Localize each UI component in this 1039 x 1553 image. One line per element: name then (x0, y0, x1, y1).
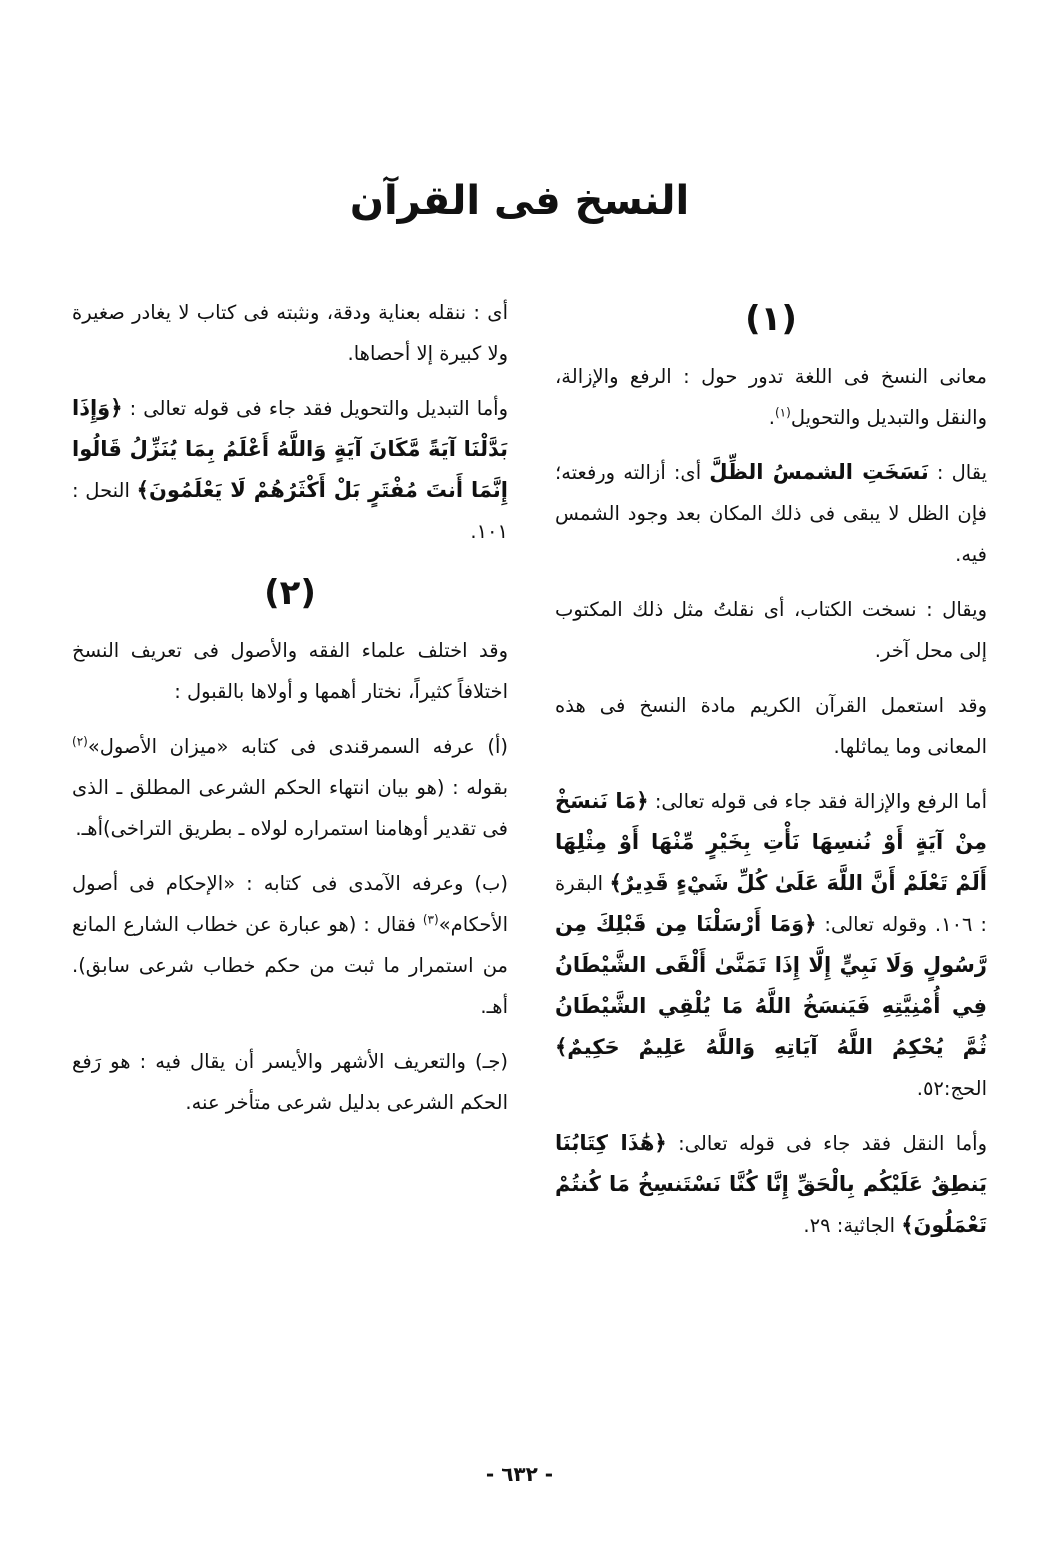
paragraph-recording: أى : ننقله بعناية ودقة، ونثبته فى كتاب لا يغادر صغيرة ولا كبيرة إلا أحصاها. (72, 301, 508, 365)
verse-reference: الحج:٥٢. (916, 1077, 987, 1100)
text: (ب) وعرفه الآمدى فى كتابه : «الإحكام فى أصول الأحكام» (72, 872, 508, 936)
paragraph-book-copy: ويقال : نسخت الكتاب، أى نقلتُ مثل ذلك المكتوب إلى محل آخر. (555, 598, 987, 662)
left-column (72, 292, 508, 1137)
quran-verse: ﴿وَإِذَا بَدَّلْنَا آيَةً مَّكَانَ آيَةٍ وَاللَّهُ أَعْلَمُ بِمَا يُنَزِّلُ قَالُوا إِنَّمَا أَنتَ مُفْتَرٍ بَلْ أَكْثَرُهُمْ لَا يَعْلَمُونَ﴾ (72, 396, 508, 502)
right-column (555, 292, 987, 1260)
section-number-2: (٢) (264, 573, 316, 613)
page-number: - ٦٣٢ - (485, 1462, 554, 1486)
paragraph-shadow-example (555, 452, 987, 575)
page-title: النسخ فى القرآن (349, 178, 690, 224)
verse-reference: النحل : ١٠١. (72, 479, 508, 543)
text: وأما التبديل والتحويل فقد جاء فى قوله تعالى : (122, 397, 508, 420)
verse-reference: الجاثية: ٢٩. (803, 1214, 902, 1237)
text: معانى النسخ فى اللغة تدور حول : الرفع والإزالة، والنقل والتبديل والتحويل (555, 365, 987, 429)
verse-reference: البقرة : ١٠٦. وقوله تعالى: (555, 872, 987, 936)
text: (أ) عرفه السمرقندى فى كتابه «ميزان الأصول» (87, 735, 508, 758)
paragraph-definition-a (72, 726, 508, 849)
paragraph-quran-usage: وقد استعمل القرآن الكريم مادة النسخ فى هذه المعانى وما يماثلها. (555, 694, 987, 758)
text: فقال : (هو عبارة عن خطاب الشارع المانع من استمرار ما ثبت من حكم خطاب شرعى سابق). أهـ. (72, 913, 508, 1018)
section-number-1: (١) (745, 299, 797, 339)
footnote-ref-3[interactable]: (٣) (422, 912, 439, 927)
paragraph-substitution (72, 388, 508, 552)
quran-verse: ﴿مَا نَنسَخْ مِنْ آيَةٍ أَوْ نُنسِهَا نَأْتِ بِخَيْرٍ مِّنْهَا أَوْ مِثْلِهَا أَلَمْ تَعْلَمْ أَنَّ اللَّهَ عَلَىٰ كُلِّ شَيْءٍ قَدِيرٌ﴾ (555, 789, 987, 895)
text: بقوله : (هو بيان انتهاء الحكم الشرعى المطلق ـ الذى فى تقدير أوهامنا استمراره لولاه ـ بطريق التراخى)أهـ. (72, 776, 508, 840)
quran-verse: ﴿وَمَا أَرْسَلْنَا مِن قَبْلِكَ مِن رَّسُولٍ وَلَا نَبِيٍّ إِلَّا إِذَا تَمَنَّىٰ أَلْقَى الشَّيْطَانُ فِي أُمْنِيَّتِهِ فَيَنسَخُ اللَّهُ مَا يُلْقِي الشَّيْطَانُ ثُمَّ يُحْكِمُ اللَّهُ آيَاتِهِ وَاللَّهُ عَلِيمٌ حَكِيمٌ﴾ (555, 912, 987, 1059)
paragraph-transfer (555, 1123, 987, 1246)
paragraph-definition-c: (جـ) والتعريف الأشهر والأيسر أن يقال فيه : هو رَفع الحكم الشرعى بدليل شرعى متأخر عنه. (72, 1050, 508, 1114)
text: يقال : (928, 461, 987, 484)
text: أما الرفع والإزالة فقد جاء فى قوله تعالى: (648, 790, 988, 813)
text: وأما النقل فقد جاء فى قوله تعالى: (666, 1132, 987, 1155)
footnote-ref-1[interactable]: (١) (774, 405, 791, 420)
paragraph-removal (555, 781, 987, 1109)
quran-verse: ﴿هَٰذَا كِتَابُنَا يَنطِقُ عَلَيْكُم بِالْحَقِّ إِنَّا كُنَّا نَسْتَنسِخُ مَا كُنتُمْ تَعْمَلُونَ﴾ (555, 1131, 987, 1237)
text: أى: أزالته ورفعته؛ فإن الظل لا يبقى فى ذلك المكان بعد وجود الشمس فيه. (555, 461, 987, 566)
footnote-ref-2[interactable]: (٢) (72, 734, 88, 749)
paragraph-meanings (555, 356, 987, 438)
paragraph-definition-b (72, 863, 508, 1027)
text: . (768, 406, 775, 429)
paragraph-definitions-intro: وقد اختلف علماء الفقه والأصول فى تعريف النسخ اختلافاً كثيراً، نختار أهمها و أولاها بالقبول : (72, 639, 508, 703)
example-phrase: نَسَخَتِ الشمسُ الظِّلَّ (709, 460, 929, 484)
